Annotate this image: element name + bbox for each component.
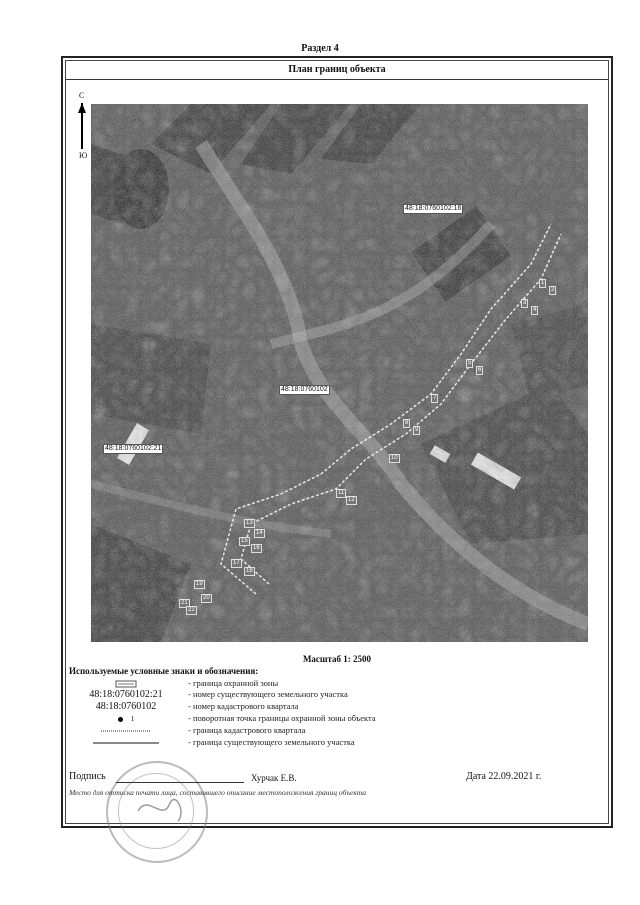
boundary-point: 10 (391, 455, 398, 461)
boundary-point: 20 (203, 595, 210, 601)
boundary-point: 4 (533, 307, 537, 313)
signer-name: Хурчак Е.В. (251, 773, 297, 783)
legend-item-text: - номер существующего земельного участка (188, 689, 348, 699)
legend-parcel-sample: 48:18:0760102:21 (89, 689, 163, 700)
boundary-point: 19 (196, 581, 203, 587)
boundary-point: 15 (241, 538, 248, 544)
seal-stamp (106, 761, 208, 863)
boundary-point: 17 (233, 560, 240, 566)
legend-item-text: - номер кадастрового квартала (188, 701, 299, 711)
boundary-point: 13 (246, 520, 253, 526)
section-title: Раздел 4 (301, 43, 339, 54)
document-frame-inner (65, 60, 609, 824)
compass-south-label: Ю (79, 151, 88, 160)
stamp-caption: Место для оттиска печати лица, составившего описание местоположения границ объекта (69, 788, 367, 797)
map-scale: Масштаб 1: 2500 (302, 654, 372, 664)
legend-quarter-sample: 48:18:0760102 (95, 701, 157, 712)
legend-item (66, 678, 606, 689)
legend-title: Используемые условные знаки и обозначения: (69, 666, 259, 676)
boundary-point: 22 (188, 607, 195, 613)
legend-item-text: - граница охранной зоны (188, 678, 279, 688)
parcel-label: 48:18:0760102:21 (105, 445, 162, 452)
legend-item (66, 713, 606, 724)
signature-line (116, 782, 244, 783)
signature-label: Подпись (69, 771, 106, 782)
legend-item (66, 737, 606, 748)
boundary-point: 11 (338, 490, 345, 496)
legend-item (66, 725, 606, 736)
parcel-boundary-symbol-icon (66, 737, 186, 748)
legend-item-text: - граница кадастрового квартала (188, 725, 306, 735)
legend-point-number: 1 (130, 715, 135, 723)
boundary-point: 12 (348, 497, 355, 503)
boundary-point: 1 (541, 280, 545, 286)
boundary-point: 18 (246, 568, 253, 574)
boundary-point: 14 (256, 530, 263, 536)
document-date: Дата 22.09.2021 г. (466, 771, 542, 782)
cadastral-quarter-label: 48:18:0760102 (281, 386, 328, 393)
document-frame (61, 56, 613, 828)
boundary-point: 21 (181, 600, 188, 606)
boundary-point: 9 (415, 427, 419, 433)
boundary-point: 16 (253, 545, 260, 551)
compass-north-label: С (79, 91, 85, 100)
boundary-point: 2 (551, 287, 555, 293)
north-arrow-icon (76, 91, 90, 171)
boundary-point: 6 (478, 367, 482, 373)
aerial-map (91, 104, 588, 642)
legend-item (66, 701, 606, 712)
boundary-point: 3 (523, 300, 527, 306)
zone-boundary-symbol-icon (66, 678, 186, 689)
turning-point-symbol-icon (66, 713, 186, 725)
boundary-point: 8 (405, 420, 409, 426)
parcel-label: 48:18:0760102:16 (405, 205, 462, 212)
legend-item-text: - граница существующего земельного участка (188, 737, 355, 747)
boundary-point: 5 (468, 360, 472, 366)
boundary-point: 7 (433, 395, 437, 401)
legend-item (66, 689, 606, 700)
legend-item-text: - поворотная точка границы охранной зоны объекта (188, 713, 376, 723)
quarter-boundary-symbol-icon (66, 725, 186, 736)
plan-title: План границ объекта (66, 61, 608, 80)
